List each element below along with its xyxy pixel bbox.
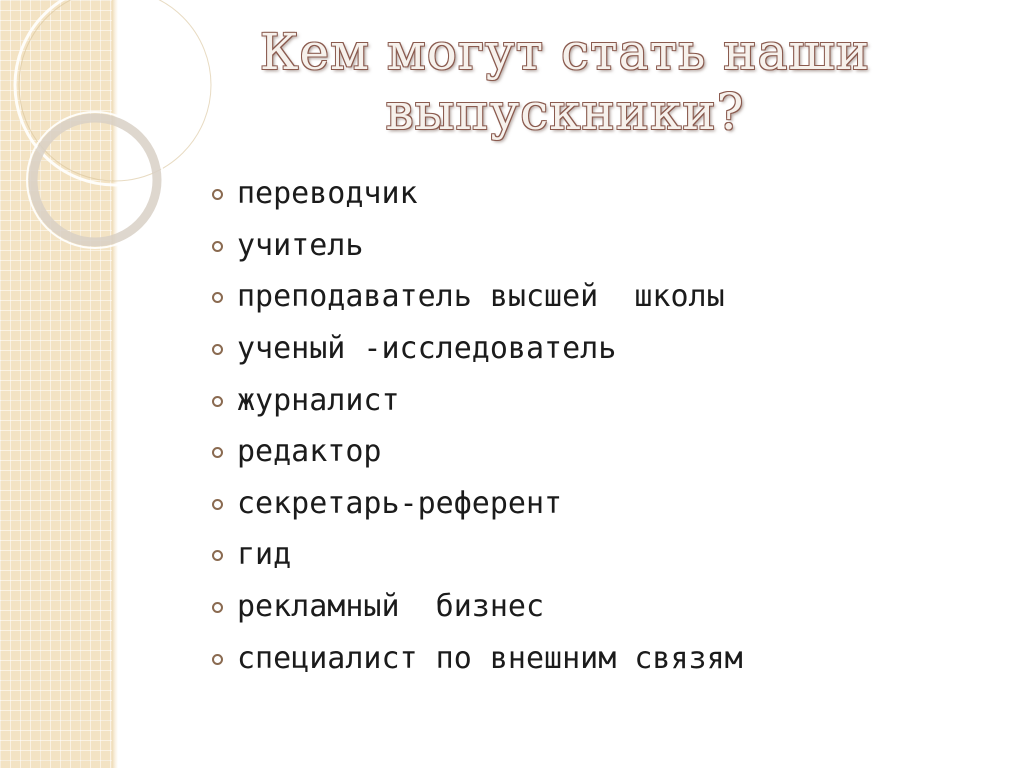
- list-item: [212, 529, 743, 581]
- bullet-icon: [212, 189, 223, 200]
- bullet-icon: [212, 292, 223, 303]
- list-item: [212, 271, 743, 323]
- bullet-icon: [212, 396, 223, 407]
- list-item-label: редактор: [237, 434, 382, 470]
- slide-title: Кем могут стать наши выпускники?: [259, 23, 871, 141]
- list-item: [212, 478, 743, 530]
- list-item-label: переводчик: [237, 176, 418, 212]
- bullet-icon: [212, 344, 223, 355]
- list-item-label: специалист по внешним связям: [237, 640, 743, 676]
- list-item-label: гид: [237, 537, 292, 573]
- list-item-label: журналист: [237, 382, 400, 418]
- list-item: [212, 374, 743, 426]
- list-item: [212, 581, 743, 633]
- list-item: [212, 220, 743, 272]
- list-item: [212, 426, 743, 478]
- bullet-icon: [212, 447, 223, 458]
- list-item-label: ученый -исследователь: [237, 331, 617, 367]
- bullet-icon: [212, 241, 223, 252]
- bullet-icon: [212, 499, 223, 510]
- list-item-label: секретарь-референт: [237, 485, 563, 521]
- list-item: [212, 323, 743, 375]
- list-item-label: учитель: [237, 227, 364, 263]
- career-list: [212, 168, 743, 684]
- bullet-icon: [212, 654, 223, 665]
- list-item: [212, 632, 743, 684]
- bullet-icon: [212, 550, 223, 561]
- bullet-icon: [212, 602, 223, 613]
- list-item-label: преподаватель высшей школы: [237, 279, 725, 315]
- list-item: [212, 168, 743, 220]
- list-item-label: рекламный бизнес: [237, 589, 545, 625]
